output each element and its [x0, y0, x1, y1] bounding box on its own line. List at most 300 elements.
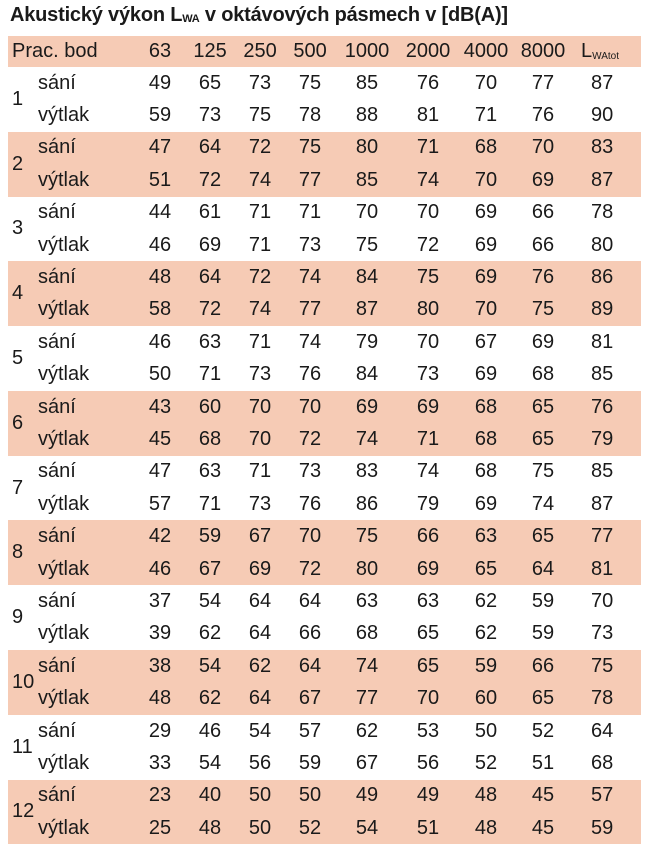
band-value: 72: [285, 423, 335, 455]
operating-point-number: 12: [8, 780, 38, 845]
band-value: 71: [399, 423, 457, 455]
operating-point-group: [8, 391, 641, 456]
header-band-125: 125: [185, 36, 235, 67]
table-row-intake: [8, 650, 641, 682]
band-value: 73: [248, 71, 272, 94]
band-value: 64: [248, 622, 272, 645]
band-value: 75: [515, 294, 571, 326]
total-value: 77: [571, 520, 641, 552]
band-value: 75: [531, 460, 555, 483]
band-value: 45: [515, 780, 571, 812]
band-value: 72: [235, 132, 285, 164]
total-value: 76: [571, 391, 641, 423]
band-value: 72: [185, 164, 235, 196]
band-value: 85: [335, 164, 399, 196]
table-row-discharge: [8, 812, 641, 844]
operating-point-group: [8, 197, 641, 262]
band-value: 65: [515, 520, 571, 552]
table-row-discharge: [8, 99, 641, 131]
band-value: 71: [248, 330, 272, 353]
band-value: 77: [335, 682, 399, 714]
header-total-sub: WAtot: [592, 51, 619, 62]
band-value: 38: [135, 650, 185, 682]
band-value: 68: [355, 622, 379, 645]
band-value: 59: [185, 520, 235, 552]
operating-point-number: 7: [12, 476, 24, 499]
total-value: 90: [591, 104, 614, 127]
band-value: 69: [335, 391, 399, 423]
band-value: 69: [399, 553, 457, 585]
band-value: 45: [135, 423, 185, 455]
title-rest: v oktávových pásmech v [dB(A)]: [199, 4, 508, 26]
band-value: 64: [248, 589, 272, 612]
total-value: 73: [591, 622, 614, 645]
band-value: 76: [515, 261, 571, 293]
band-value: 69: [235, 553, 285, 585]
table-row-discharge: [8, 553, 641, 585]
band-value: 65: [198, 71, 222, 94]
intake-label: sání: [38, 589, 76, 612]
band-value: 59: [457, 650, 515, 682]
discharge-label: výtlak: [38, 104, 90, 127]
total-value: 83: [571, 132, 641, 164]
band-value: 54: [198, 751, 222, 774]
band-value: 66: [531, 233, 555, 256]
band-value: 39: [148, 622, 172, 645]
band-value: 65: [399, 650, 457, 682]
band-value: 73: [298, 233, 322, 256]
band-value: 48: [185, 812, 235, 844]
band-value: 66: [298, 622, 322, 645]
band-value: 70: [235, 423, 285, 455]
band-value: 74: [235, 164, 285, 196]
total-value: 78: [571, 682, 641, 714]
band-value: 46: [148, 233, 172, 256]
band-value: 77: [285, 164, 335, 196]
band-value: 46: [198, 719, 222, 742]
band-value: 45: [515, 812, 571, 844]
table-row-discharge: [8, 488, 641, 520]
band-value: 74: [235, 294, 285, 326]
band-value: 71: [198, 363, 222, 386]
band-value: 71: [474, 104, 498, 127]
band-value: 70: [355, 201, 379, 224]
band-value: 83: [355, 460, 379, 483]
discharge-label: výtlak: [38, 233, 90, 256]
intake-label: sání: [38, 330, 76, 353]
band-value: 64: [285, 650, 335, 682]
band-value: 72: [416, 233, 440, 256]
band-value: 71: [248, 233, 272, 256]
intake-label: sání: [38, 460, 76, 483]
band-value: 72: [285, 553, 335, 585]
header-band-1000: 1000: [335, 36, 399, 67]
band-value: 46: [148, 330, 172, 353]
band-value: 67: [474, 330, 498, 353]
band-value: 81: [416, 104, 440, 127]
band-value: 50: [148, 363, 172, 386]
band-value: 62: [198, 622, 222, 645]
discharge-label: výtlak: [38, 682, 135, 714]
band-value: 51: [135, 164, 185, 196]
band-value: 84: [335, 261, 399, 293]
table-row-discharge: [8, 164, 641, 196]
total-value: 57: [571, 780, 641, 812]
band-value: 62: [185, 682, 235, 714]
title-main: Akustický výkon L: [10, 4, 183, 26]
table-row-discharge: [8, 682, 641, 714]
band-value: 25: [135, 812, 185, 844]
discharge-label: výtlak: [38, 164, 135, 196]
band-value: 73: [248, 363, 272, 386]
band-value: 59: [148, 104, 172, 127]
band-value: 69: [474, 492, 498, 515]
band-value: 80: [335, 553, 399, 585]
table-row-intake: [8, 585, 641, 617]
band-value: 73: [248, 492, 272, 515]
band-value: 74: [298, 330, 322, 353]
band-value: 33: [148, 751, 172, 774]
band-value: 63: [198, 330, 222, 353]
table-row-intake: [8, 197, 641, 229]
band-value: 57: [148, 492, 172, 515]
band-value: 76: [298, 363, 322, 386]
table-row-intake: [8, 261, 641, 293]
band-value: 72: [235, 261, 285, 293]
total-value: 68: [591, 751, 614, 774]
header-band-250: 250: [235, 36, 285, 67]
total-value: 64: [591, 719, 614, 742]
band-value: 70: [416, 201, 440, 224]
band-value: 71: [198, 492, 222, 515]
band-value: 64: [298, 589, 322, 612]
operating-point-number: 2: [8, 132, 38, 197]
operating-point-number: 4: [8, 261, 38, 326]
band-value: 66: [515, 650, 571, 682]
table-row-discharge: [8, 359, 641, 391]
band-value: 74: [335, 423, 399, 455]
band-value: 68: [474, 460, 498, 483]
band-value: 62: [474, 622, 498, 645]
band-value: 84: [355, 363, 379, 386]
total-value: 81: [571, 553, 641, 585]
band-value: 70: [457, 164, 515, 196]
band-value: 37: [148, 589, 172, 612]
band-value: 76: [298, 492, 322, 515]
intake-label: sání: [38, 780, 135, 812]
band-value: 61: [198, 201, 222, 224]
discharge-label: výtlak: [38, 553, 135, 585]
band-value: 40: [185, 780, 235, 812]
operating-point-group: [8, 67, 641, 132]
table-row-intake: [8, 326, 641, 358]
intake-label: sání: [38, 650, 135, 682]
discharge-label: výtlak: [38, 492, 90, 515]
band-value: 51: [399, 812, 457, 844]
band-value: 68: [457, 132, 515, 164]
total-value: 86: [571, 261, 641, 293]
header-band-63: 63: [135, 36, 185, 67]
band-value: 67: [235, 520, 285, 552]
intake-label: sání: [38, 71, 76, 94]
band-value: 56: [416, 751, 440, 774]
band-value: 75: [285, 132, 335, 164]
band-value: 69: [457, 261, 515, 293]
intake-label: sání: [38, 132, 135, 164]
band-value: 77: [531, 71, 555, 94]
band-value: 69: [198, 233, 222, 256]
total-value: 81: [591, 330, 614, 353]
total-value: 79: [571, 423, 641, 455]
band-value: 64: [235, 682, 285, 714]
band-value: 80: [399, 294, 457, 326]
band-value: 67: [185, 553, 235, 585]
sound-power-table: [8, 36, 641, 844]
band-value: 75: [248, 104, 272, 127]
band-value: 60: [185, 391, 235, 423]
band-value: 58: [135, 294, 185, 326]
band-value: 63: [355, 589, 379, 612]
band-value: 65: [515, 391, 571, 423]
table-row-intake: [8, 780, 641, 812]
operating-point-group: [8, 132, 641, 197]
band-value: 64: [185, 261, 235, 293]
band-value: 60: [457, 682, 515, 714]
band-value: 49: [399, 780, 457, 812]
band-value: 49: [335, 780, 399, 812]
table-row-intake: [8, 132, 641, 164]
band-value: 66: [531, 201, 555, 224]
table-row-discharge: [8, 618, 641, 650]
band-value: 70: [474, 71, 498, 94]
operating-point-number: 10: [8, 650, 38, 715]
band-value: 68: [457, 391, 515, 423]
band-value: 65: [515, 423, 571, 455]
total-value: 87: [591, 492, 614, 515]
band-value: 77: [285, 294, 335, 326]
band-value: 68: [185, 423, 235, 455]
header-band-4000: 4000: [457, 36, 515, 67]
intake-label: sání: [38, 201, 76, 224]
band-value: 52: [285, 812, 335, 844]
band-value: 74: [399, 164, 457, 196]
band-value: 63: [457, 520, 515, 552]
band-value: 54: [248, 719, 272, 742]
band-value: 85: [355, 71, 379, 94]
band-value: 69: [474, 363, 498, 386]
operating-point-number: 5: [12, 347, 24, 370]
band-value: 42: [135, 520, 185, 552]
discharge-label: výtlak: [38, 622, 90, 645]
band-value: 59: [531, 589, 555, 612]
table-row-discharge: [8, 294, 641, 326]
band-value: 71: [248, 201, 272, 224]
band-value: 54: [198, 589, 222, 612]
total-value: 85: [591, 460, 614, 483]
band-value: 88: [355, 104, 379, 127]
band-value: 70: [457, 294, 515, 326]
intake-label: sání: [38, 520, 135, 552]
band-value: 74: [531, 492, 555, 515]
band-value: 86: [355, 492, 379, 515]
header-total-main: L: [581, 40, 593, 62]
operating-point-group: [8, 261, 641, 326]
band-value: 71: [248, 460, 272, 483]
operating-point-number: 11: [12, 735, 33, 758]
band-value: 67: [285, 682, 335, 714]
band-value: 74: [416, 460, 440, 483]
band-value: 59: [531, 622, 555, 645]
band-value: 50: [235, 812, 285, 844]
band-value: 73: [416, 363, 440, 386]
header-point: Prac. bod: [8, 36, 135, 67]
discharge-label: výtlak: [38, 294, 135, 326]
band-value: 65: [457, 553, 515, 585]
band-value: 50: [235, 780, 285, 812]
band-value: 70: [285, 391, 335, 423]
band-value: 69: [474, 201, 498, 224]
intake-label: sání: [38, 261, 135, 293]
operating-point-number: 8: [8, 520, 38, 585]
total-value: 78: [591, 201, 614, 224]
band-value: 57: [298, 719, 322, 742]
band-value: 79: [416, 492, 440, 515]
band-value: 70: [399, 682, 457, 714]
band-value: 87: [335, 294, 399, 326]
band-value: 70: [285, 520, 335, 552]
band-value: 54: [335, 812, 399, 844]
band-value: 23: [135, 780, 185, 812]
table-row-intake: [8, 391, 641, 423]
operating-point-group: [8, 456, 641, 521]
operating-point-number: 6: [8, 391, 38, 456]
total-value: 80: [591, 233, 614, 256]
title-subscript: WA: [182, 13, 200, 25]
operating-point-number: 1: [12, 87, 24, 110]
band-value: 75: [355, 233, 379, 256]
band-value: 49: [148, 71, 172, 94]
band-value: 69: [474, 233, 498, 256]
band-value: 62: [235, 650, 285, 682]
band-value: 51: [531, 751, 555, 774]
band-value: 67: [355, 751, 379, 774]
table-row-discharge: [8, 747, 641, 779]
band-value: 71: [298, 201, 322, 224]
band-value: 69: [531, 330, 555, 353]
table-row-intake: [8, 715, 641, 747]
band-value: 29: [148, 719, 172, 742]
band-value: 66: [399, 520, 457, 552]
header-band-500: 500: [285, 36, 335, 67]
band-value: 47: [148, 460, 172, 483]
band-value: 73: [298, 460, 322, 483]
table-row-intake: [8, 67, 641, 99]
band-value: 73: [198, 104, 222, 127]
discharge-label: výtlak: [38, 812, 135, 844]
intake-label: sání: [38, 719, 76, 742]
band-value: 74: [285, 261, 335, 293]
band-value: 68: [531, 363, 555, 386]
band-value: 64: [515, 553, 571, 585]
band-value: 50: [474, 719, 498, 742]
operating-point-group: [8, 585, 641, 650]
table-row-discharge: [8, 229, 641, 261]
operating-point-group: [8, 520, 641, 585]
operating-point-group: [8, 780, 641, 845]
band-value: 75: [298, 71, 322, 94]
band-value: 76: [531, 104, 555, 127]
band-value: 52: [474, 751, 498, 774]
band-value: 48: [135, 261, 185, 293]
discharge-label: výtlak: [38, 363, 90, 386]
band-value: 68: [457, 423, 515, 455]
band-value: 48: [457, 780, 515, 812]
header-band-8000: 8000: [515, 36, 571, 67]
band-value: 63: [198, 460, 222, 483]
table-title: [10, 4, 508, 27]
band-value: 70: [515, 132, 571, 164]
band-value: 69: [515, 164, 571, 196]
band-value: 71: [399, 132, 457, 164]
band-value: 75: [399, 261, 457, 293]
band-value: 62: [474, 589, 498, 612]
band-value: 75: [335, 520, 399, 552]
band-value: 70: [235, 391, 285, 423]
band-value: 65: [515, 682, 571, 714]
total-value: 87: [571, 164, 641, 196]
band-value: 62: [355, 719, 379, 742]
total-value: 75: [571, 650, 641, 682]
band-value: 78: [298, 104, 322, 127]
header-row: [8, 36, 641, 67]
band-value: 64: [185, 132, 235, 164]
header-band-2000: 2000: [399, 36, 457, 67]
table-row-intake: [8, 520, 641, 552]
discharge-label: výtlak: [38, 751, 90, 774]
band-value: 76: [416, 71, 440, 94]
band-value: 54: [185, 650, 235, 682]
total-value: 89: [571, 294, 641, 326]
band-value: 63: [416, 589, 440, 612]
discharge-label: výtlak: [38, 423, 135, 455]
table-row-intake: [8, 456, 641, 488]
operating-point-group: [8, 715, 641, 780]
operating-point-number: 9: [12, 606, 24, 629]
band-value: 79: [355, 330, 379, 353]
total-value: 59: [571, 812, 641, 844]
operating-point-number: 3: [12, 217, 24, 240]
band-value: 65: [416, 622, 440, 645]
band-value: 52: [531, 719, 555, 742]
total-value: 70: [591, 589, 614, 612]
band-value: 59: [298, 751, 322, 774]
band-value: 46: [135, 553, 185, 585]
total-value: 87: [591, 71, 614, 94]
header-total: [571, 36, 641, 67]
band-value: 56: [248, 751, 272, 774]
band-value: 80: [335, 132, 399, 164]
band-value: 72: [185, 294, 235, 326]
table-row-discharge: [8, 423, 641, 455]
band-value: 43: [135, 391, 185, 423]
band-value: 48: [457, 812, 515, 844]
band-value: 70: [416, 330, 440, 353]
intake-label: sání: [38, 391, 135, 423]
band-value: 74: [335, 650, 399, 682]
operating-point-group: [8, 326, 641, 391]
band-value: 48: [135, 682, 185, 714]
band-value: 47: [135, 132, 185, 164]
